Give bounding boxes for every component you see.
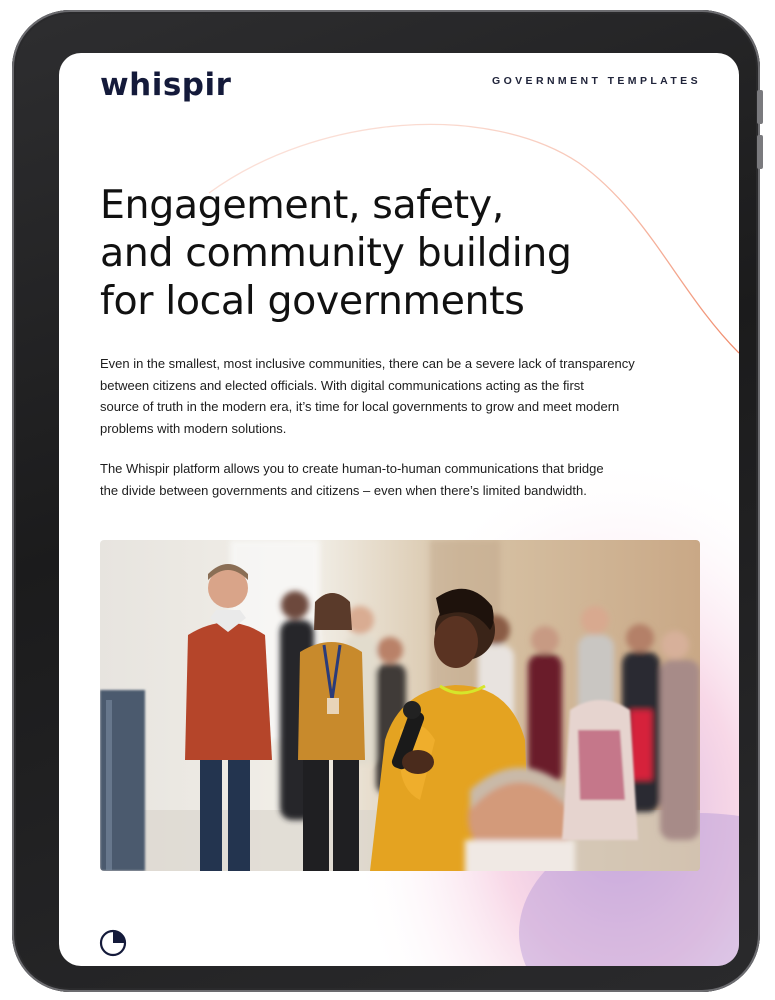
half-circle-logo-icon: [98, 928, 128, 958]
platform-paragraph: [100, 458, 690, 501]
title-line: and community building: [100, 230, 572, 276]
paragraph-line: source of truth in the modern era, it’s time for local governments to grow and meet modern: [100, 399, 620, 414]
page-title: [100, 181, 660, 325]
volume-up-button: [757, 135, 763, 169]
intro-paragraph: [100, 353, 690, 439]
presentation-photo: [100, 540, 700, 871]
title-line: Engagement, safety,: [100, 182, 504, 228]
title-line: for local governments: [100, 278, 525, 324]
paragraph-line: between citizens and elected officials. With digital communications acting as the first: [100, 377, 584, 393]
section-label: GOVERNMENT TEMPLATES: [492, 75, 701, 87]
tablet-frame: [12, 10, 760, 992]
paragraph-line: the divide between governments and citizens – even when there’s limited bandwidth.: [100, 482, 587, 498]
power-button: [757, 90, 763, 124]
whispir-logo[interactable]: whispir: [100, 67, 232, 103]
paragraph-line: problems with modern solutions.: [100, 420, 287, 436]
document-page: [59, 53, 739, 966]
paragraph-line: The Whispir platform allows you to create human-to-human communications that bridge: [100, 461, 604, 476]
paragraph-line: Even in the smallest, most inclusive communities, there can be a severe lack of transparency: [100, 356, 635, 371]
